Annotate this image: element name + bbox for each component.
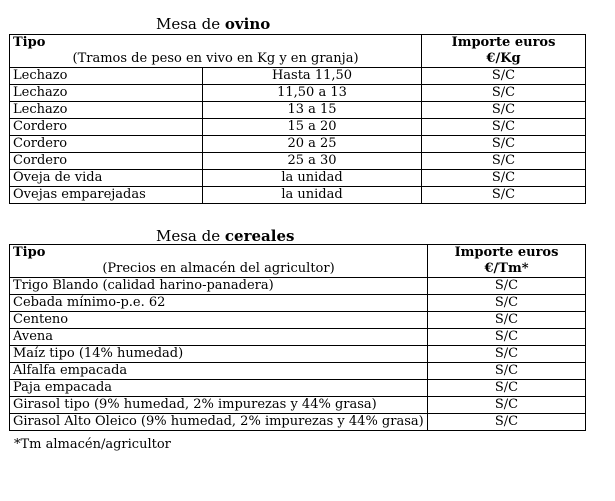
cereales-header-importe: Importe euros €/Tm* [428, 245, 586, 278]
table-row: Paja empacada S/C [10, 380, 586, 397]
table-row: Cordero 20 a 25 S/C [10, 136, 586, 153]
table-row: Cordero 25 a 30 S/C [10, 153, 586, 170]
ovino-title: Mesa de ovino [156, 15, 271, 33]
table-row: Ovejas emparejadas la unidad S/C [10, 187, 586, 204]
table-row: Avena S/C [10, 329, 586, 346]
table-row: Lechazo 13 a 15 S/C [10, 102, 586, 119]
table-row: Cebada mínimo-p.e. 62 S/C [10, 295, 586, 312]
cereales-table [9, 244, 586, 431]
table-row: Girasol Alto Oleico (9% humedad, 2% impurezas y 44% grasa) S/C [10, 414, 586, 431]
cereales-header-tipo: Tipo (Precios en almacén del agricultor) [10, 245, 428, 278]
table-row: Maíz tipo (14% humedad) S/C [10, 346, 586, 363]
table-row: Girasol tipo (9% humedad, 2% impurezas y 44% grasa) S/C [10, 397, 586, 414]
table-row: Alfalfa empacada S/C [10, 363, 586, 380]
cereales-title: Mesa de cereales [156, 227, 295, 245]
ovino-header-row [10, 35, 586, 68]
table-row: Trigo Blando (calidad harino-panadera) S/C [10, 278, 586, 295]
ovino-header-importe: Importe euros €/Kg [422, 35, 586, 68]
table-row: Centeno S/C [10, 312, 586, 329]
table-row: Lechazo 11,50 a 13 S/C [10, 85, 586, 102]
table-row: Oveja de vida la unidad S/C [10, 170, 586, 187]
cereales-header-row [10, 245, 586, 278]
table-row: Cordero 15 a 20 S/C [10, 119, 586, 136]
cereales-footnote: *Tm almacén/agricultor [14, 437, 171, 452]
table-row: Lechazo Hasta 11,50 S/C [10, 68, 586, 85]
ovino-table [9, 34, 586, 204]
ovino-header-tipo: Tipo (Tramos de peso en vivo en Kg y en granja) [10, 35, 422, 68]
